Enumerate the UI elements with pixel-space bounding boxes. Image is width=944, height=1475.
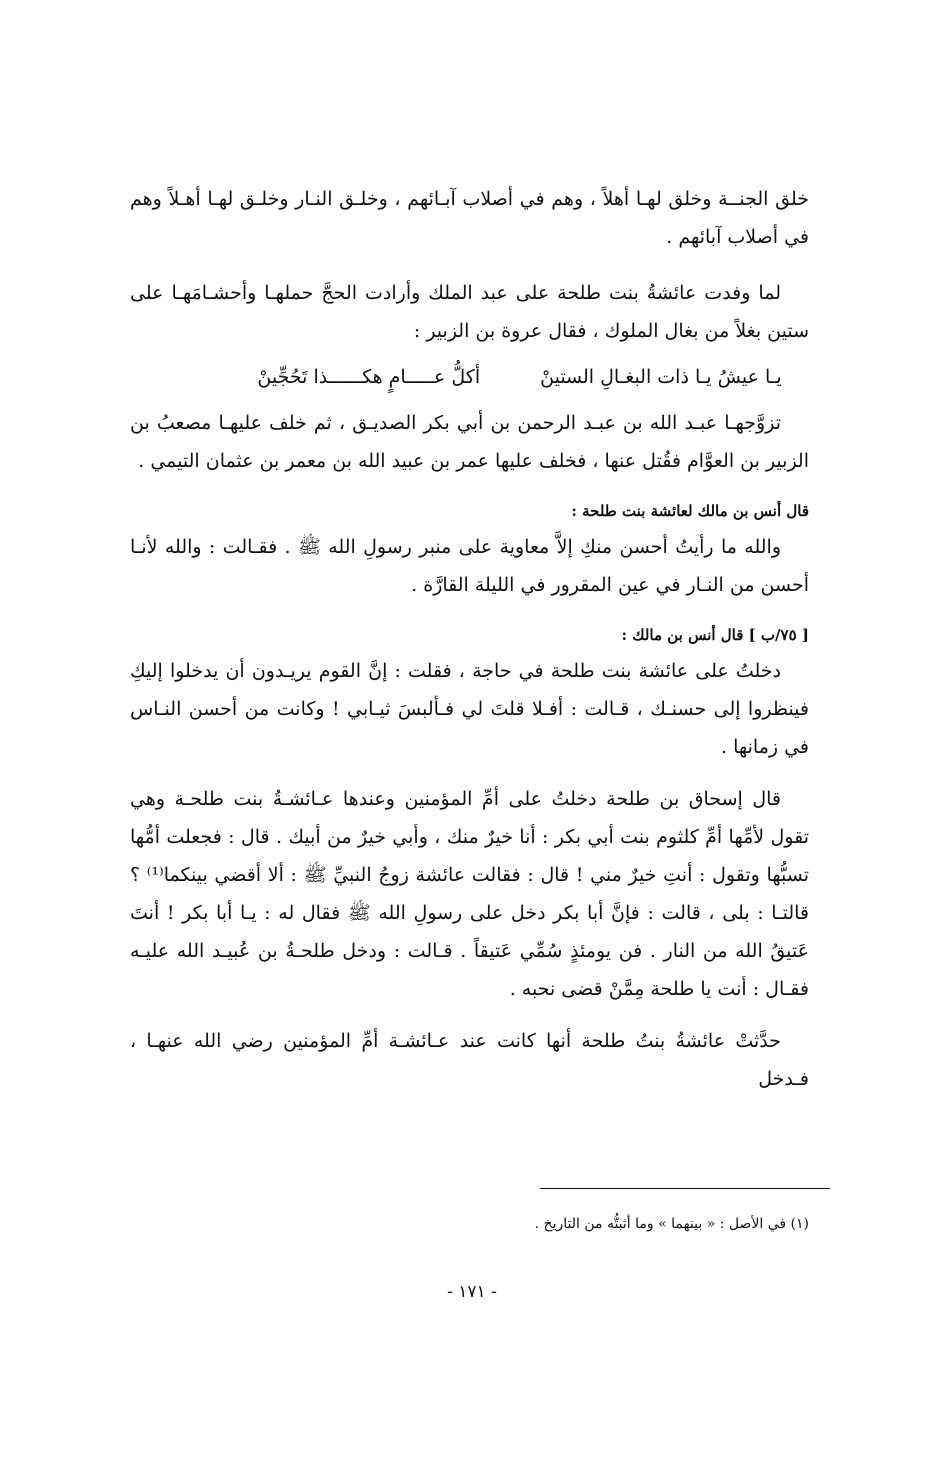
poem-hemistich-1: يـا عيشُ يـا ذات البغـالِ الستينْ xyxy=(540,366,782,388)
paragraph-5: دخلتُ على عائشة بنت طلحة في حاجة ، فقلت : إنَّ القوم يريـدون أن يدخلوا إليكِ فينظروا إلى حسنـك ، قـالت : أفـلا قلتَ لي فـألبسَ ثيـابي ! وكانت من أحسن النـاس في زمانها . xyxy=(130,660,809,758)
poem-verse xyxy=(130,358,809,396)
paragraph-7: حدَّثتْ عائشةُ بنتُ طلحة أنها كانت عند عـائشـة أمِّ المؤمنين رضي الله عنهـا ، فـدخل xyxy=(130,1030,809,1090)
footnote-divider xyxy=(540,1188,830,1189)
paragraph-4: والله ما رأيتُ أحسن منكِ إلاَّ معاوية على منبر رسولِ الله ﷺ . فقـالت : والله لأنـا أحسن من النـار في عين المقرور في الليلة القارَّة . xyxy=(130,536,809,596)
poem-hemistich-2: أكلُّ عـــــامٍ هكــــــذا تَحُجِّينْ xyxy=(257,366,481,388)
paragraph-6: قال إسحاق بن طلحة دخلتُ على أمِّ المؤمنين وعندها عـائشـةُ بنت طلحـة وهي تقول لأمِّها أمِّ كلثوم بنت أبي بكر : أنا خيرٌ منك ، وأبي خيرٌ من أبيك . قال : فجعلت أمُّها تسبُّها وتقول : أنتِ خيرٌ مني ! قال : فقالت عائشة زوجُ النبيِّ ﷺ : ألا أقضي بينكما⁽¹⁾ ؟ قالتـا : بلى ، قالت : فإنَّ أبا بكر دخل على رسولِ الله ﷺ فقال له : يـا أبا بكر ! أنتَ عَتيقُ الله من النار . فن يومئذٍ سُمِّي عَتيقاً . قـالت : ودخل طلحـةُ بن عُبيـد الله عليـه فقـال : أنت يا طلحة مِمَّنْ قضى نحبه . xyxy=(130,788,809,1000)
section-heading-1: قال أنس بن مالك لعائشة بنت طلحة : xyxy=(571,502,809,520)
section-heading-2: [ ٧٥/ب ] قال أنس بن مالك : xyxy=(621,626,809,644)
page-number: - ١٧١ - xyxy=(447,1282,497,1302)
paragraph-3: تزوَّجهـا عبـد الله بن عبـد الرحمن بن أبي بكر الصديـق ، ثم خلف عليهـا مصعبُ بن الزبير بن العوَّام فقُتل عنها ، فخلف عليها عمر بن عبيد الله بن معمر بن عثمان التيمي . xyxy=(130,412,809,472)
paragraph-2: لما وفدت عائشةُ بنت طلحة على عبد الملك وأرادت الحجَّ حملهـا وأحشـامَهـا على ستين بغلاً من بغال الملوك ، فقال عروة بن الزبير : xyxy=(130,282,809,342)
paragraph-1: خلق الجنــة وخلق لهـا أهلاً ، وهم في أصلاب آبـائهم ، وخلـق النـار وخلـق لهـا أهـلاً وهم في أصلاب آبائهم . xyxy=(130,188,809,248)
footnote: (١) في الأصل : « بينهما » وما أثبتُّه من التاريخ . xyxy=(534,1216,809,1232)
main-text xyxy=(130,180,809,1098)
